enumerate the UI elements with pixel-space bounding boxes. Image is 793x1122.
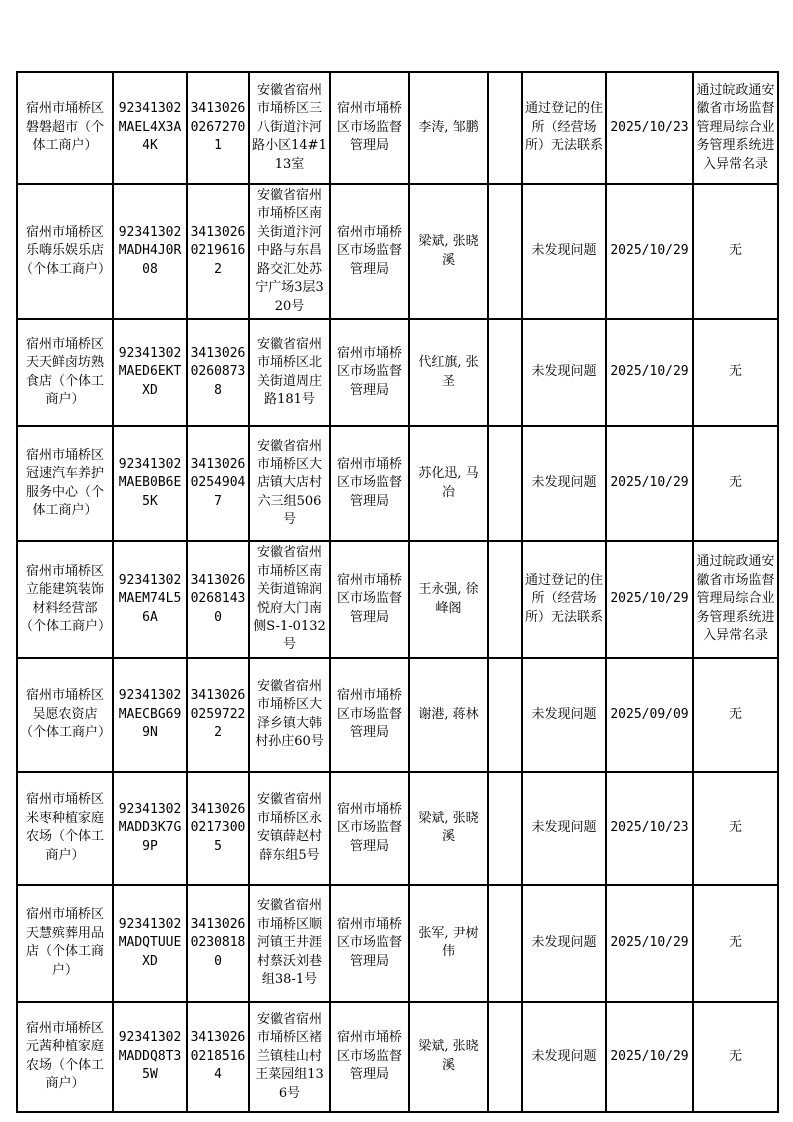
cell-registration-number: 341302602608738 bbox=[187, 319, 249, 426]
cell-registration-number: 341302602597222 bbox=[187, 658, 249, 772]
cell-remark: 无 bbox=[693, 658, 778, 772]
cell-result: 未发现问题 bbox=[522, 772, 606, 885]
cell-business-name: 宿州市埇桥区天天鲜卤坊熟食店（个体工商户） bbox=[17, 319, 113, 426]
cell-remark: 无 bbox=[693, 426, 778, 541]
cell-authority: 宿州市埇桥区市场监督管理局 bbox=[330, 885, 409, 1002]
cell-blank bbox=[488, 541, 522, 658]
cell-remark: 无 bbox=[693, 885, 778, 1002]
cell-inspectors: 梁斌, 张晓溪 bbox=[409, 772, 488, 885]
cell-address: 安徽省宿州市埇桥区大店镇大店村六三组506号 bbox=[249, 426, 330, 541]
cell-credit-code: 92341302MADDQ8T35W bbox=[113, 1002, 187, 1112]
cell-blank bbox=[488, 1002, 522, 1112]
cell-authority: 宿州市埇桥区市场监督管理局 bbox=[330, 426, 409, 541]
cell-remark: 无 bbox=[693, 772, 778, 885]
cell-registration-number: 341302602196162 bbox=[187, 184, 249, 319]
cell-authority: 宿州市埇桥区市场监督管理局 bbox=[330, 184, 409, 319]
cell-authority: 宿州市埇桥区市场监督管理局 bbox=[330, 658, 409, 772]
table-row bbox=[17, 885, 778, 1002]
cell-business-name: 宿州市埇桥区元茜种植家庭农场（个体工商户） bbox=[17, 1002, 113, 1112]
cell-address: 安徽省宿州市埇桥区北关街道周庄路181号 bbox=[249, 319, 330, 426]
cell-inspectors: 梁斌, 张晓溪 bbox=[409, 184, 488, 319]
cell-credit-code: 92341302MAED6EKTXD bbox=[113, 319, 187, 426]
cell-inspectors: 李涛, 邹鹏 bbox=[409, 72, 488, 184]
cell-date: 2025/10/23 bbox=[606, 772, 693, 885]
table-row bbox=[17, 1002, 778, 1112]
table-row bbox=[17, 541, 778, 658]
cell-credit-code: 92341302MAECBG699N bbox=[113, 658, 187, 772]
cell-business-name: 宿州市埇桥区吴愿农资店（个体工商户） bbox=[17, 658, 113, 772]
cell-authority: 宿州市埇桥区市场监督管理局 bbox=[330, 541, 409, 658]
cell-blank bbox=[488, 658, 522, 772]
cell-business-name: 宿州市埇桥区天慧殡葬用品店（个体工商户） bbox=[17, 885, 113, 1002]
cell-registration-number: 341302602185164 bbox=[187, 1002, 249, 1112]
cell-inspectors: 王永强, 徐峰阁 bbox=[409, 541, 488, 658]
cell-business-name: 宿州市埇桥区立能建筑装饰材料经营部（个体工商户） bbox=[17, 541, 113, 658]
cell-registration-number: 341302602672701 bbox=[187, 72, 249, 184]
cell-registration-number: 341302602173005 bbox=[187, 772, 249, 885]
cell-credit-code: 92341302MADQTUUEXD bbox=[113, 885, 187, 1002]
cell-blank bbox=[488, 72, 522, 184]
cell-registration-number: 341302602681430 bbox=[187, 541, 249, 658]
cell-date: 2025/10/29 bbox=[606, 319, 693, 426]
cell-blank bbox=[488, 426, 522, 541]
cell-address: 安徽省宿州市埇桥区顺河镇王井涯村蔡沃刘巷组38-1号 bbox=[249, 885, 330, 1002]
cell-address: 安徽省宿州市埇桥区永安镇薛赵村薛东组5号 bbox=[249, 772, 330, 885]
table-row bbox=[17, 658, 778, 772]
cell-inspectors: 梁斌, 张晓溪 bbox=[409, 1002, 488, 1112]
cell-remark: 无 bbox=[693, 1002, 778, 1112]
cell-date: 2025/10/23 bbox=[606, 72, 693, 184]
cell-inspectors: 代红旗, 张圣 bbox=[409, 319, 488, 426]
cell-registration-number: 341302602308180 bbox=[187, 885, 249, 1002]
cell-blank bbox=[488, 772, 522, 885]
cell-credit-code: 92341302MAEM74L56A bbox=[113, 541, 187, 658]
cell-business-name: 宿州市埇桥区米枣种植家庭农场（个体工商户） bbox=[17, 772, 113, 885]
table-row bbox=[17, 319, 778, 426]
cell-inspectors: 谢港, 蒋林 bbox=[409, 658, 488, 772]
cell-authority: 宿州市埇桥区市场监督管理局 bbox=[330, 772, 409, 885]
table-row bbox=[17, 184, 778, 319]
cell-address: 安徽省宿州市埇桥区南关街道汴河中路与东昌路交汇处苏宁广场3层320号 bbox=[249, 184, 330, 319]
cell-address: 安徽省宿州市埇桥区南关街道锦润悦府大门南侧S-1-0132号 bbox=[249, 541, 330, 658]
cell-result: 未发现问题 bbox=[522, 658, 606, 772]
cell-blank bbox=[488, 319, 522, 426]
cell-address: 安徽省宿州市埇桥区大泽乡镇大韩村孙庄60号 bbox=[249, 658, 330, 772]
cell-result: 通过登记的住所（经营场所）无法联系 bbox=[522, 541, 606, 658]
cell-remark: 通过皖政通安徽省市场监督管理局综合业务管理系统进入异常名录 bbox=[693, 541, 778, 658]
cell-result: 未发现问题 bbox=[522, 885, 606, 1002]
cell-credit-code: 92341302MAEB0B6E5K bbox=[113, 426, 187, 541]
table-row bbox=[17, 72, 778, 184]
cell-address: 安徽省宿州市埇桥区三八街道汴河路小区14#113室 bbox=[249, 72, 330, 184]
cell-result: 未发现问题 bbox=[522, 184, 606, 319]
table-body bbox=[17, 72, 778, 1112]
cell-business-name: 宿州市埇桥区冠速汽车养护服务中心（个体工商户） bbox=[17, 426, 113, 541]
cell-result: 通过登记的住所（经营场所）无法联系 bbox=[522, 72, 606, 184]
cell-date: 2025/10/29 bbox=[606, 184, 693, 319]
cell-date: 2025/10/29 bbox=[606, 1002, 693, 1112]
cell-authority: 宿州市埇桥区市场监督管理局 bbox=[330, 1002, 409, 1112]
cell-date: 2025/09/09 bbox=[606, 658, 693, 772]
cell-remark: 无 bbox=[693, 184, 778, 319]
cell-credit-code: 92341302MAEL4X3A4K bbox=[113, 72, 187, 184]
cell-result: 未发现问题 bbox=[522, 319, 606, 426]
cell-remark: 通过皖政通安徽省市场监督管理局综合业务管理系统进入异常名录 bbox=[693, 72, 778, 184]
cell-registration-number: 341302602549047 bbox=[187, 426, 249, 541]
cell-inspectors: 张军, 尹树伟 bbox=[409, 885, 488, 1002]
cell-result: 未发现问题 bbox=[522, 1002, 606, 1112]
table-row bbox=[17, 426, 778, 541]
cell-authority: 宿州市埇桥区市场监督管理局 bbox=[330, 319, 409, 426]
cell-blank bbox=[488, 184, 522, 319]
cell-date: 2025/10/29 bbox=[606, 885, 693, 1002]
table-row bbox=[17, 772, 778, 885]
cell-date: 2025/10/29 bbox=[606, 541, 693, 658]
cell-date: 2025/10/29 bbox=[606, 426, 693, 541]
cell-remark: 无 bbox=[693, 319, 778, 426]
cell-authority: 宿州市埇桥区市场监督管理局 bbox=[330, 72, 409, 184]
cell-blank bbox=[488, 885, 522, 1002]
cell-address: 安徽省宿州市埇桥区褚兰镇桂山村王菜园组136号 bbox=[249, 1002, 330, 1112]
cell-credit-code: 92341302MADD3K7G9P bbox=[113, 772, 187, 885]
cell-credit-code: 92341302MADH4J0R08 bbox=[113, 184, 187, 319]
cell-inspectors: 苏化迅, 马冶 bbox=[409, 426, 488, 541]
cell-business-name: 宿州市埇桥区磐磐超市（个体工商户） bbox=[17, 72, 113, 184]
inspection-registry-table bbox=[16, 71, 779, 1113]
cell-business-name: 宿州市埇桥区乐嗨乐娱乐店（个体工商户） bbox=[17, 184, 113, 319]
cell-result: 未发现问题 bbox=[522, 426, 606, 541]
